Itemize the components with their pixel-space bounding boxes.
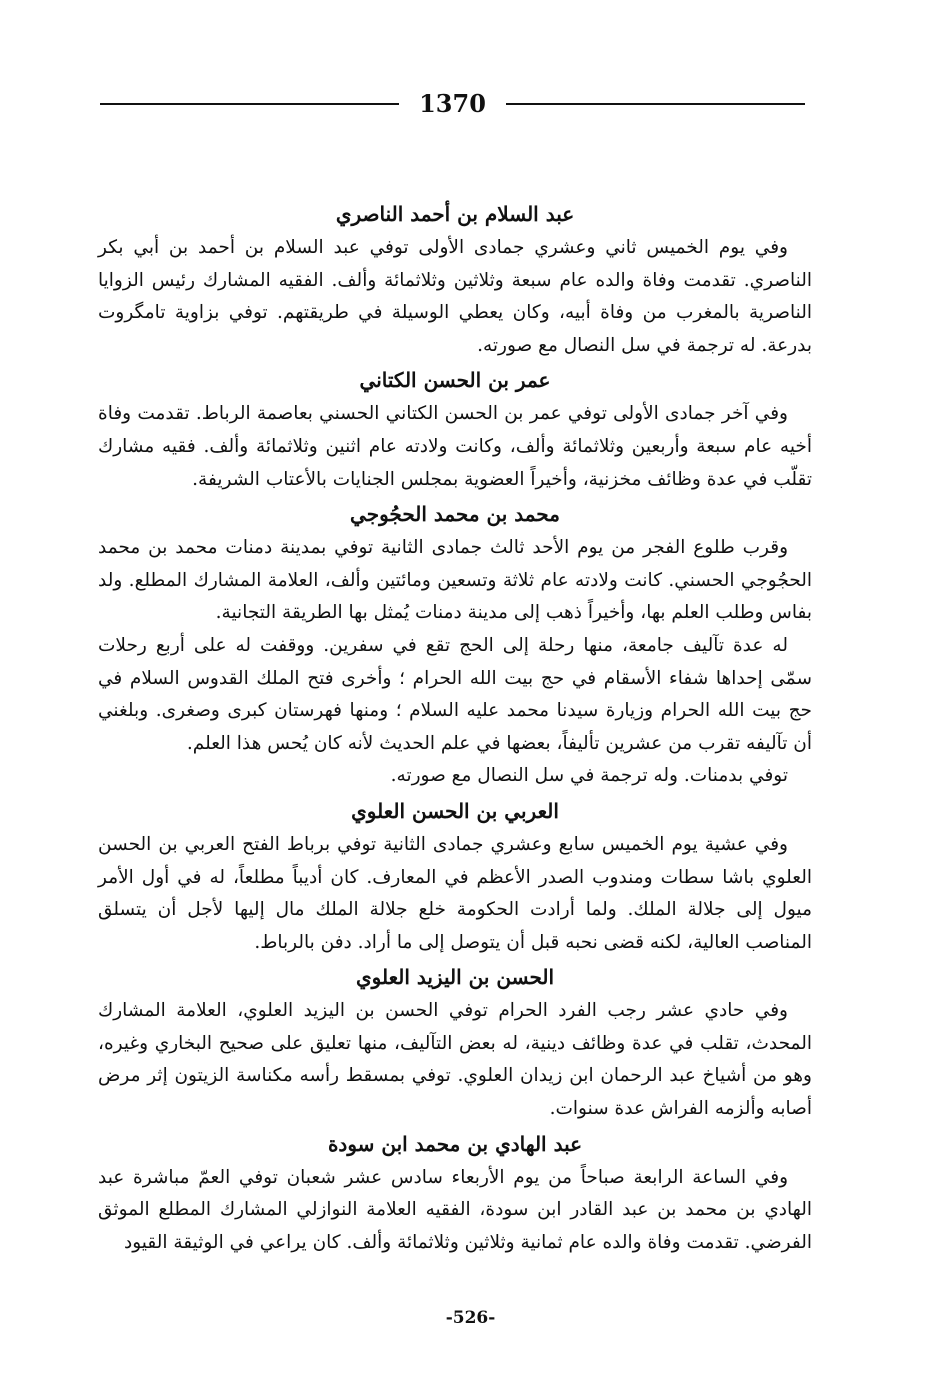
entry-umar-al-kattani (98, 362, 812, 496)
entry-al-hasan-al-alawi (98, 959, 812, 1125)
entry-title: عبد السلام بن أحمد الناصري (335, 202, 575, 226)
entry-paragraph: وقرب طلوع الفجر من يوم الأحد ثالث جمادى الثانية توفي بمدينة دمنات محمد بن محمد الحجُوجي الحسني. كانت ولادته عام ثلاثة وتسعين ومائتين وألف، العلامة المشارك المطلع. ولد بفاس وطلب العلم بها، وأخيراً ذهب إلى مدينة دمنات يُمثل بها الطريقة التجانية. (98, 537, 812, 624)
entry-al-arabi-al-alawi (98, 793, 812, 959)
header-page-number: 1370 (419, 89, 486, 118)
header-rule-right (506, 103, 805, 105)
entry-paragraph: توفي بدمنات. وله ترجمة في سل النصال مع صورته. (390, 765, 788, 787)
entry-muhammad-al-hajjuji (98, 496, 812, 793)
entry-paragraph: وفي آخر جمادى الأولى توفي عمر بن الحسن الكتاني الحسني بعاصمة الرباط. تقدمت وفاة أخيه عام سبعة وأربعين وثلاثمائة وألف، وكانت ولادته عام اثنين وثلاثمائة وألف. فقيه مشارك تقلّب في عدة وظائف مخزنية، وأخيراً العضوية بمجلس الجنايات بالأعتاب الشريفة. (98, 403, 812, 490)
entry-paragraph: وفي الساعة الرابعة صباحاً من يوم الأربعاء سادس عشر شعبان توفي العمّ مباشرة عبد الهادي بن محمد بن عبد القادر ابن سودة، الفقيه العلامة النوازلي المشارك المطلع الموثق الفرضي. تقدمت وفاة والده عام ثمانية وثلاثين وثلاثمائة وألف. كان يراعي في الوثيقة القيود (98, 1166, 812, 1253)
entry-paragraph: وفي يوم الخميس ثاني وعشري جمادى الأولى توفي عبد السلام بن أحمد بن أبي بكر الناصري. تقدمت وفاة والده عام سبعة وثلاثين وثلاثمائة وألف. الفقيه المشارك رئيس الزوايا الناصرية بالمغرب من وفاة أبيه، وكان يعطي الوسيلة في طريقتهم. توفي بزاوية تامگروت بدرعة. له ترجمة في سل النصال مع صورته. (98, 237, 812, 356)
entry-title: عبد الهادي بن محمد ابن سودة (327, 1131, 583, 1156)
page-body (98, 196, 812, 1259)
entry-title: الحسن بن اليزيد العلوي (356, 965, 554, 990)
page-header (100, 84, 805, 124)
entry-title: عمر بن الحسن الكتاني (359, 368, 551, 393)
entry-abd-al-salam-al-nasiri (98, 196, 812, 362)
entry-title: محمد بن محمد الحجُوجي (350, 502, 560, 527)
entry-title: العربي بن الحسن العلوي (351, 798, 559, 823)
header-rule-left (100, 103, 399, 105)
entry-abd-al-hadi-ibn-sawda (98, 1126, 812, 1260)
entry-paragraph: له عدة تآليف جامعة، منها رحلة إلى الحج تقع في سفرين. ووقفت له على أربع رحلات سمّى إحداها شفاء الأسقام في حج بيت الله الحرام ؛ وأخرى فتح الملك القدوس السلام في حج بيت الله الحرام وزيارة سيدنا محمد عليه السلام ؛ ومنها فهرستان كبرى وصغرى. وبلغني أن تآليفه تقرب من عشرين تأليفاً، بعضها في علم الحديث لأنه كان يُحس هذا العلم. (98, 634, 812, 754)
entry-paragraph: وفي عشية يوم الخميس سابع وعشري جمادى الثانية توفي برباط الفتح العربي بن الحسن العلوي باشا سطات ومندوب الصدر الأعظم في المعارف. كان أديباً مطلعاً، له في أول الأمر ميول إلى جلالة الملك. ولما أرادت الحكومة خلع جلالة الملك مال إليها لأجل أن يتسلق المناصب العالية، لكنه قضى نحبه قبل أن يتوصل إلى ما أراد. دفن بالرباط. (98, 833, 812, 953)
entry-paragraph: وفي حادي عشر رجب الفرد الحرام توفي الحسن بن اليزيد العلوي، العلامة المشارك المحدث، تقلب في عدة وظائف دينية، له بعض التآليف، منها تعليق على صحيح البخاري وغيره، وهو من أشياخ عبد الرحمان ابن زيدان العلوي. توفي بمسقط رأسه مكناسة الزيتون إثر مرض أصابه وألزمه الفراش عدة سنوات. (98, 1000, 812, 1120)
footer-page-number: -526- (445, 1308, 496, 1328)
